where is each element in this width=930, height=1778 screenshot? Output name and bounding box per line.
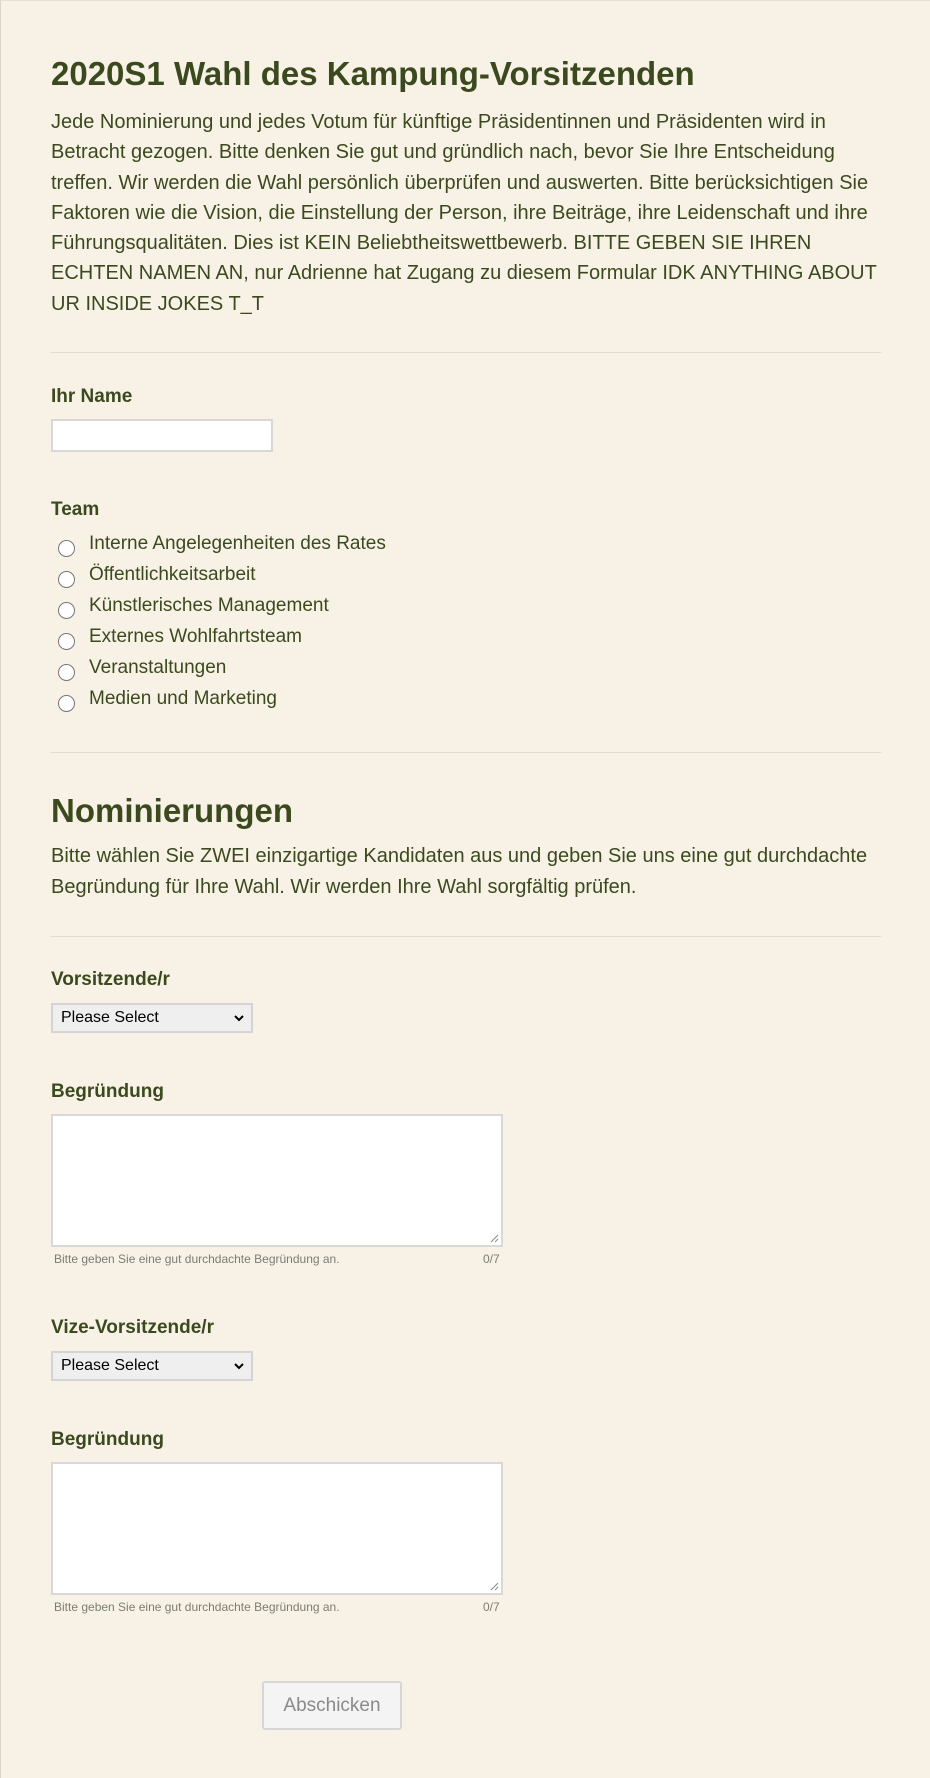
form-title: 2020S1 Wahl des Kampung-Vorsitzenden (51, 55, 695, 92)
resize-grip-icon[interactable] (489, 1581, 499, 1591)
radio-button[interactable] (58, 633, 75, 650)
name-input[interactable] (51, 419, 273, 452)
radio-label: Medien und Marketing (89, 688, 277, 709)
radio-label: Öffentlichkeitsarbeit (89, 564, 256, 585)
chair-select[interactable] (51, 1003, 253, 1033)
chair-select-value: Please Select (61, 1009, 159, 1026)
radio-button[interactable] (58, 602, 75, 619)
form-description: Jede Nominierung und jedes Votum für künftige Präsidentinnen und Präsidenten wird in Betracht gezogen. Bitte denken Sie gut und gründlich nach, bevor Sie Ihre Entscheidung treffen. Wir werden die Wahl persönlich überprüfen und auswerten. Bitte berücksichtigen Sie Faktoren wie die Vision, die Einstellung der Person, ihre Beiträge, ihre Leidenschaft und ihre Führungsqualitäten. Dies ist KEIN Beliebtheitswettbewerb. BITTE GEBEN SIE IHREN ECHTEN NAMEN AN, nur Adrienne hat Zugang zu diesem Formular IDK ANYTHING ABOUT UR INSIDE JOKES T_T (51, 111, 877, 315)
vice-chair-select[interactable] (51, 1351, 253, 1381)
chair-reason-label: Begründung (51, 1081, 164, 1102)
radio-label: Externes Wohlfahrtsteam (89, 626, 302, 647)
name-label: Ihr Name (51, 386, 133, 407)
vice-chair-label: Vize-Vorsitzende/r (51, 1317, 214, 1338)
radio-button[interactable] (58, 571, 75, 588)
radio-label: Künstlerisches Management (89, 595, 329, 616)
vice-chair-select-value: Please Select (61, 1357, 159, 1374)
resize-grip-icon[interactable] (489, 1233, 499, 1243)
radio-button[interactable] (58, 540, 75, 557)
chair-reason-hint: Bitte geben Sie eine gut durchdachte Begründung an. (54, 1252, 340, 1266)
nominations-description: Bitte wählen Sie ZWEI einzigartige Kandidaten aus und geben Sie uns eine gut durchdachte Begründung für Ihre Wahl. Wir werden Ihre Wahl sorgfältig prüfen. (51, 845, 868, 898)
chair-label: Vorsitzende/r (51, 969, 170, 990)
vice-chair-reason-counter: 0/7 (483, 1600, 500, 1614)
radio-label: Veranstaltungen (89, 657, 227, 678)
divider (51, 936, 881, 937)
radio-button[interactable] (58, 695, 75, 712)
chair-reason-textarea[interactable] (51, 1114, 503, 1247)
chevron-down-icon (233, 1360, 245, 1372)
nominations-title: Nominierungen (51, 792, 294, 829)
divider (51, 352, 881, 353)
vice-chair-reason-label: Begründung (51, 1429, 164, 1450)
divider (51, 752, 881, 753)
chair-reason-counter: 0/7 (483, 1252, 500, 1266)
vice-chair-reason-textarea[interactable] (51, 1462, 503, 1595)
submit-button[interactable]: Abschicken (262, 1681, 402, 1730)
radio-label: Interne Angelegenheiten des Rates (89, 533, 386, 554)
chevron-down-icon (233, 1012, 245, 1024)
vice-chair-reason-hint: Bitte geben Sie eine gut durchdachte Begründung an. (54, 1600, 340, 1614)
radio-button[interactable] (58, 664, 75, 681)
team-label: Team (51, 499, 100, 520)
